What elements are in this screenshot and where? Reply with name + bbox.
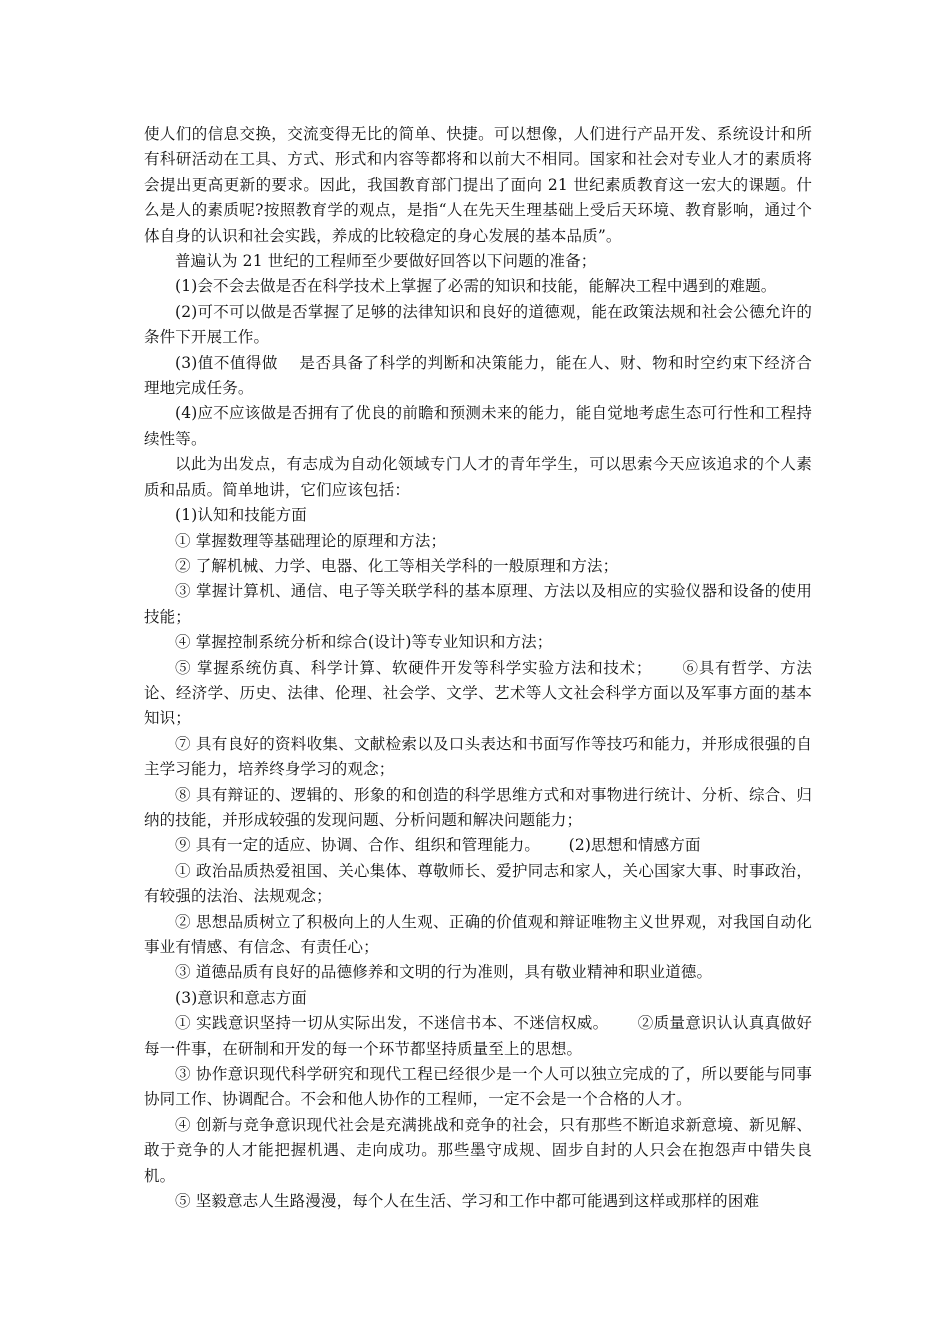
paragraph: 使人们的信息交换，交流变得无比的简单、快捷。可以想像，人们进行产品开发、系统设计和所有科研活动在工具、方式、形式和内容等都将和以前大不相同。国家和社会对专业人才的素质将会提出更高更新的要求。因此，我国教育部门提出了面向 21 世纪素质教育这一宏大的课题。什么是人的素质呢?按照教育学的观点，是指“人在先天生理基础上受后天环境、教育影响，通过个体自身的认识和社会实践，养成的比较稳定的身心发展的基本品质”。 [144, 125, 812, 245]
document-body [144, 122, 812, 1214]
list-item: ⑦ 具有良好的资料收集、文献检索以及口头表达和书面写作等技巧和能力，并形成很强的自主学习能力，培养终身学习的观念； [144, 734, 812, 779]
paragraph: 以此为出发点，有志成为自动化领域专门人才的青年学生，可以思索今天应该追求的个人素质和品质。简单地讲，它们应该包括： [144, 455, 812, 499]
section-heading: (3)意识和意志方面 [175, 988, 307, 1007]
list-item: ③ 协作意识现代科学研究和现代工程已经很少是一个人可以独立完成的了，所以要能与同事协同工作、协调配合。不会和他人协作的工程师，一定不会是一个合格的人才。 [144, 1065, 812, 1109]
section-heading: (1)认知和技能方面 [175, 506, 307, 525]
list-item: ④ 创新与竞争意识现代社会是充满挑战和竞争的社会，只有那些不断追求新意境、新见解、敢于竞争的人才能把握机遇、走向成功。那些墨守成规、固步自封的人只会在抱怨声中错失良机。 [144, 1115, 812, 1185]
list-item: (1)会不会去做是否在科学技术上掌握了必需的知识和技能，能解决工程中遇到的难题。 [175, 277, 777, 296]
list-item: ③ 掌握计算机、通信、电子等关联学科的基本原理、方法以及相应的实验仪器和设备的使用技能； [144, 582, 812, 626]
list-item: ⑤ 坚毅意志人生路漫漫，每个人在生活、学习和工作中都可能遇到这样或那样的困难 [175, 1192, 760, 1211]
list-item: ⑨ 具有一定的适应、协调、合作、组织和管理能力。 (2)思想和情感方面 [175, 836, 701, 855]
list-item: ② 了解机械、力学、电器、化工等相关学科的一般原理和方法； [175, 556, 619, 575]
list-item: (3)值不值得做 是否具备了科学的判断和决策能力，能在人、财、物和时空约束下经济合理地完成任务。 [144, 353, 812, 398]
list-item: (2)可不可以做是否掌握了足够的法律知识和良好的道德观，能在政策法规和社会公德允许的条件下开展工作。 [144, 302, 812, 347]
list-item: ① 政治品质热爱祖国、关心集体、尊敬师长、爱护同志和家人，关心国家大事、时事政治，有较强的法治、法规观念； [144, 861, 812, 906]
list-item: ② 思想品质树立了积极向上的人生观、正确的价值观和辩证唯物主义世界观，对我国自动化事业有情感、有信念、有责任心； [144, 912, 812, 956]
list-item: ④ 掌握控制系统分析和综合(设计)等专业知识和方法； [175, 633, 553, 652]
list-item: ⑧ 具有辩证的、逻辑的、形象的和创造的科学思维方式和对事物进行统计、分析、综合、归纳的技能，并形成较强的发现问题、分析问题和解决问题能力； [144, 785, 812, 829]
list-item: ⑤ 掌握系统仿真、科学计算、软硬件开发等科学实验方法和技术； ⑥具有哲学、方法论、经济学、历史、法律、伦理、社会学、文学、艺术等人文社会科学方面以及军事方面的基本知识； [144, 658, 812, 728]
list-item: ① 实践意识坚持一切从实际出发，不迷信书本、不迷信权威。 ②质量意识认认真真做好每一件事，在研制和开发的每一个环节都坚持质量至上的思想。 [144, 1014, 812, 1058]
list-item: ③ 道德品质有良好的品德修养和文明的行为准则，具有敬业精神和职业道德。 [175, 963, 713, 982]
list-item: (4)应不应该做是否拥有了优良的前瞻和预测未来的能力，能自觉地考虑生态可行性和工程持续性等。 [144, 404, 812, 448]
list-item: ① 掌握数理等基础理论的原理和方法； [175, 531, 447, 550]
paragraph: 普遍认为 21 世纪的工程师至少要做好回答以下问题的准备； [175, 252, 597, 271]
